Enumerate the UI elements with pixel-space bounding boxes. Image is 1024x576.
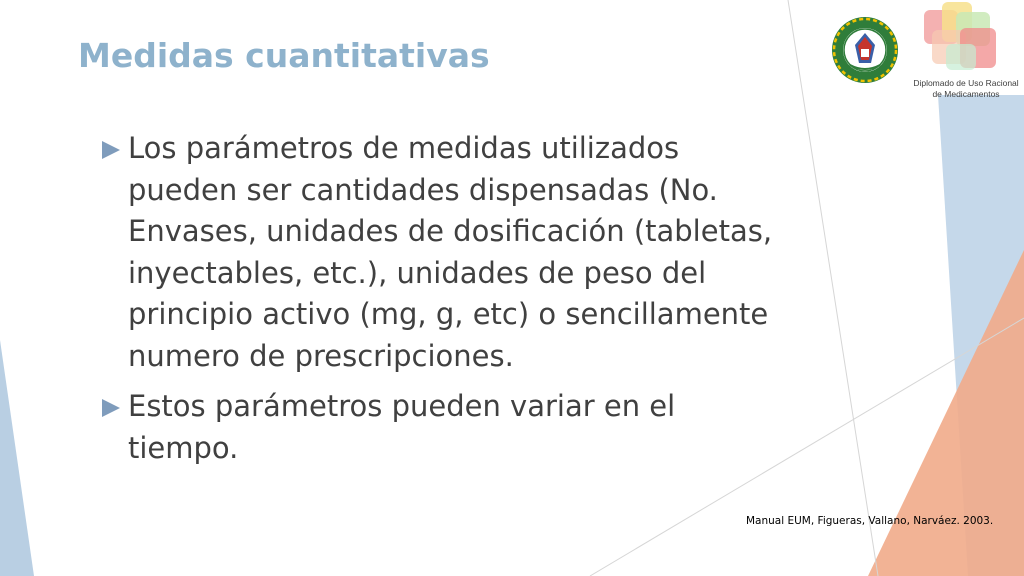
triangle-bullet-icon	[102, 399, 120, 417]
overlapping-squares-icon	[920, 0, 1000, 80]
slide-title: Medidas cuantitativas	[78, 36, 490, 75]
citation: Manual EUM, Figueras, Vallano, Narváez. 2003.	[746, 515, 994, 527]
left-blue-strip	[0, 340, 34, 576]
bullet-text: Los parámetros de medidas utilizados pueden ser cantidades dispensadas (No. Envases, unidades de dosificación (tabletas, inyectables, etc.), unidades de peso del principio activo (mg, g, etc) o sencillamente numero de prescripciones.	[128, 131, 773, 373]
bullet-item	[100, 128, 790, 377]
bullet-item	[100, 386, 790, 469]
bullet-list	[100, 128, 790, 478]
bullet-text: Estos parámetros pueden variar en el tiempo.	[128, 389, 676, 465]
university-seal-icon	[830, 15, 900, 85]
triangle-bullet-icon	[102, 141, 120, 159]
decor-line-1	[788, 0, 878, 576]
header-caption: Diplomado de Uso Racional de Medicamentos	[913, 78, 1019, 99]
